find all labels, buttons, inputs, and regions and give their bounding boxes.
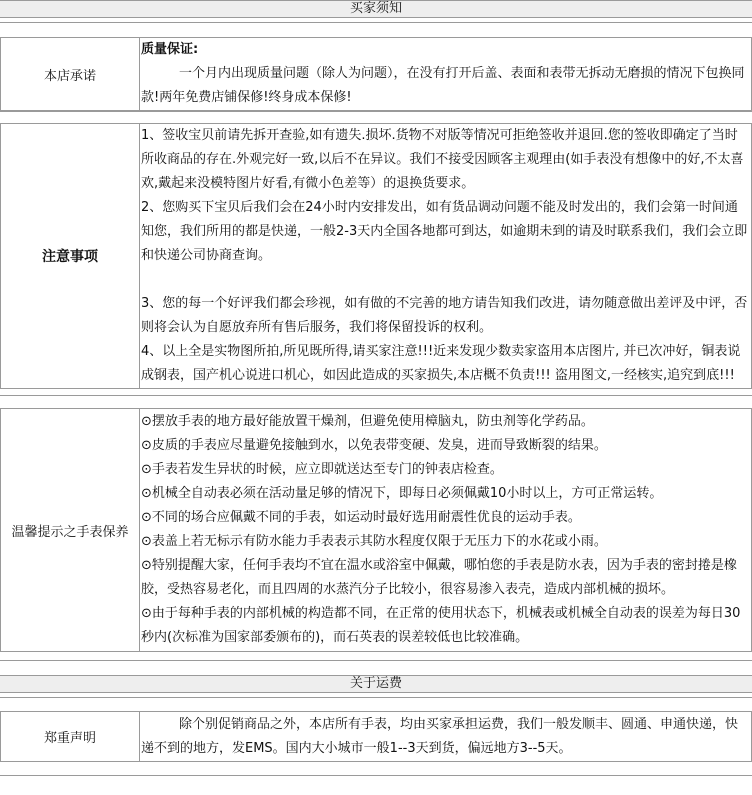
shipping-content [140, 712, 752, 762]
commitment-label: 本店承诺 [1, 38, 140, 111]
tips-item: ⊙手表若发生异状的时候，应立即就送达至专门的钟表店检查。 [141, 462, 503, 477]
notice-paragraph: 3、您的每一个好评我们都会珍视，如有做的不完善的地方请告知我们改进，请勿随意做出差评及中评，否则将会认为自愿放弃所有售后服务，我们将保留投诉的权利。 [141, 296, 748, 335]
notice-paragraph: 4、以上全是实物图所拍,所见既所得,请买家注意!!!近来发现少数卖家盗用本店图片, 并已次冲好，铜表说成钢表，国产机心说进口机心，如因此造成的买家损失,本店概不负责!!! 盗用图文,一经核实,追究到底!!! [141, 344, 741, 383]
tips-label: 温馨提示之手表保养 [1, 409, 140, 652]
tips-content [140, 409, 752, 652]
commitment-text: 一个月内出现质量问题（除人为问题），在没有打开后盖、表面和表带无拆动无磨损的情况下包换同款!两年免费店铺保修!终身成本保修! [141, 66, 745, 105]
divider [0, 660, 752, 661]
shipping-label: 郑重声明 [1, 712, 140, 762]
tips-item: ⊙特别提醒大家，任何手表均不宜在温水或浴室中佩戴，哪怕您的手表是防水表，因为手表的密封捲是橡胶，受热容易老化，而且四周的水蒸汽分子比较小，很容易渗入表壳，造成内部机械的损坏。 [141, 558, 737, 597]
divider [0, 22, 752, 23]
divider [0, 775, 752, 776]
commitment-heading: 质量保证: [141, 42, 199, 57]
tips-item: ⊙皮质的手表应尽量避免接触到水，以免表带变硬、发臭，进而导致断裂的结果。 [141, 438, 607, 453]
notice-label: 注意事项 [1, 124, 140, 389]
notice-table [0, 123, 752, 389]
commitment-table [0, 37, 752, 111]
tips-table [0, 408, 752, 652]
notice-paragraph: 2、您购买下宝贝后我们会在24小时内安排发出，如有货品调动问题不能及时发出的，我们会第一时间通知您，我们所用的都是快递，一般2-3天内全国各地都可到达，如逾期未到的请及时联系我们，我们会立即和快递公司协商查询。 [141, 200, 748, 263]
shipping-table [0, 711, 752, 762]
shipping-title: 关于运费 [349, 676, 402, 691]
tips-item: ⊙摆放手表的地方最好能放置干燥剂，但避免使用樟脑丸，防虫剂等化学药品。 [141, 414, 594, 429]
notice-paragraph: 1、签收宝贝前请先拆开查验,如有遗失.损坏.货物不对版等情况可拒绝签收并退回.您的签收即确定了当时所收商品的存在.外观完好一致,以后不在异议。我们不接受因顾客主观理由(如手表没有想像中的好,不太喜欢,戴起来没模特图片好看,有微小色差等）的退换货要求。 [141, 128, 744, 191]
divider [0, 697, 752, 698]
shipping-text: 除个别促销商品之外，本店所有手表，均由买家承担运费，我们一般发顺丰、圆通、申通快递，快递不到的地方，发EMS。国内大小城市一般1--3天到货，偏远地方3--5天。 [141, 716, 739, 756]
notice-content [140, 124, 752, 389]
tips-item: ⊙表盖上若无标示有防水能力手表表示其防水程度仅限于无压力下的水花或小雨。 [141, 534, 607, 549]
divider [0, 395, 752, 396]
tips-item: ⊙由于每种手表的内部机械的构造都不同，在正常的使用状态下，机械表或机械全自动表的误差为每日30秒内(次标准为国家部委颁布的)，而石英表的误差较低也比较准确。 [141, 606, 741, 645]
divider [0, 111, 752, 112]
buyer-notice-title: 买家须知 [349, 1, 402, 16]
commitment-content [140, 38, 752, 111]
tips-item: ⊙不同的场合应佩戴不同的手表，如运动时最好选用耐震性优良的运动手表。 [141, 510, 581, 525]
tips-item: ⊙机械全自动表必须在活动量足够的情况下，即每日必须佩戴10小时以上，方可正常运转。 [141, 486, 663, 501]
